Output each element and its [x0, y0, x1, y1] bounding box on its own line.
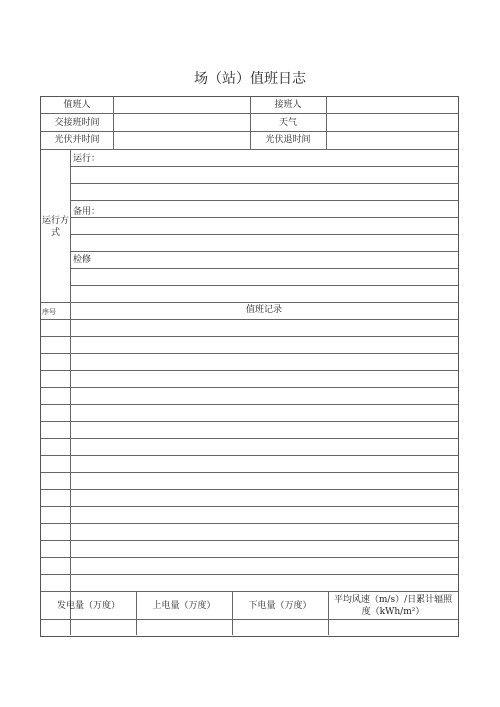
duty-log-table: [40, 96, 459, 637]
table-row: [41, 336, 458, 337]
on-duty-label: 值班人: [63, 100, 91, 110]
running-section-label: 运行：: [73, 154, 101, 164]
table-row: [41, 506, 458, 507]
seq-header: 序号: [42, 308, 56, 316]
successor-label: 接班人: [274, 100, 302, 110]
pv-connect-label: 光伏并时间: [54, 135, 100, 145]
table-row: [41, 421, 458, 422]
standby-section-label: 备用：: [73, 207, 101, 217]
row-divider: [70, 234, 458, 235]
row-divider: [70, 251, 458, 252]
row-divider: [41, 149, 458, 150]
page-title: 场（站）值班日志: [194, 71, 306, 87]
row-divider: [70, 268, 458, 269]
row-divider: [41, 619, 458, 620]
table-row: [41, 353, 458, 354]
table-row: [41, 404, 458, 405]
col-divider: [113, 97, 114, 149]
col-divider: [232, 591, 233, 635]
row-divider: [41, 302, 458, 303]
table-row: [41, 387, 458, 388]
row-divider: [70, 166, 458, 167]
table-row: [41, 455, 458, 456]
weather-label: 天气: [278, 118, 297, 128]
wind-irradiance-label-line2: 度（kWh/m²）: [361, 607, 425, 617]
table-row: [41, 472, 458, 473]
table-row: [41, 523, 458, 524]
row-divider: [70, 285, 458, 286]
handover-time-label: 交接班时间: [54, 118, 100, 128]
col-divider: [326, 97, 327, 149]
table-row: [41, 438, 458, 439]
download-label: 下电量（万度）: [248, 601, 312, 611]
row-divider: [70, 217, 458, 218]
table-row: [41, 489, 458, 490]
table-row: [41, 370, 458, 371]
table-row: [41, 319, 458, 320]
wind-irradiance-label: [328, 594, 458, 618]
maintenance-section-label: 检修: [73, 255, 92, 265]
row-divider: [41, 591, 458, 592]
col-divider: [136, 591, 137, 635]
row-divider: [70, 183, 458, 184]
pv-disconnect-label: 光伏退时间: [265, 135, 311, 145]
upload-label: 上电量（万度）: [152, 601, 216, 611]
generation-label: 发电量（万度）: [56, 601, 120, 611]
wind-irradiance-label-line1: 平均风速（m/s）/日累计辐照: [333, 595, 453, 605]
table-row: [41, 557, 458, 558]
row-divider: [70, 200, 458, 201]
record-header: 值班记录: [245, 305, 282, 315]
operation-mode-label: 运行方式: [41, 216, 69, 238]
col-divider: [70, 149, 71, 635]
table-row: [41, 574, 458, 575]
table-row: [41, 540, 458, 541]
